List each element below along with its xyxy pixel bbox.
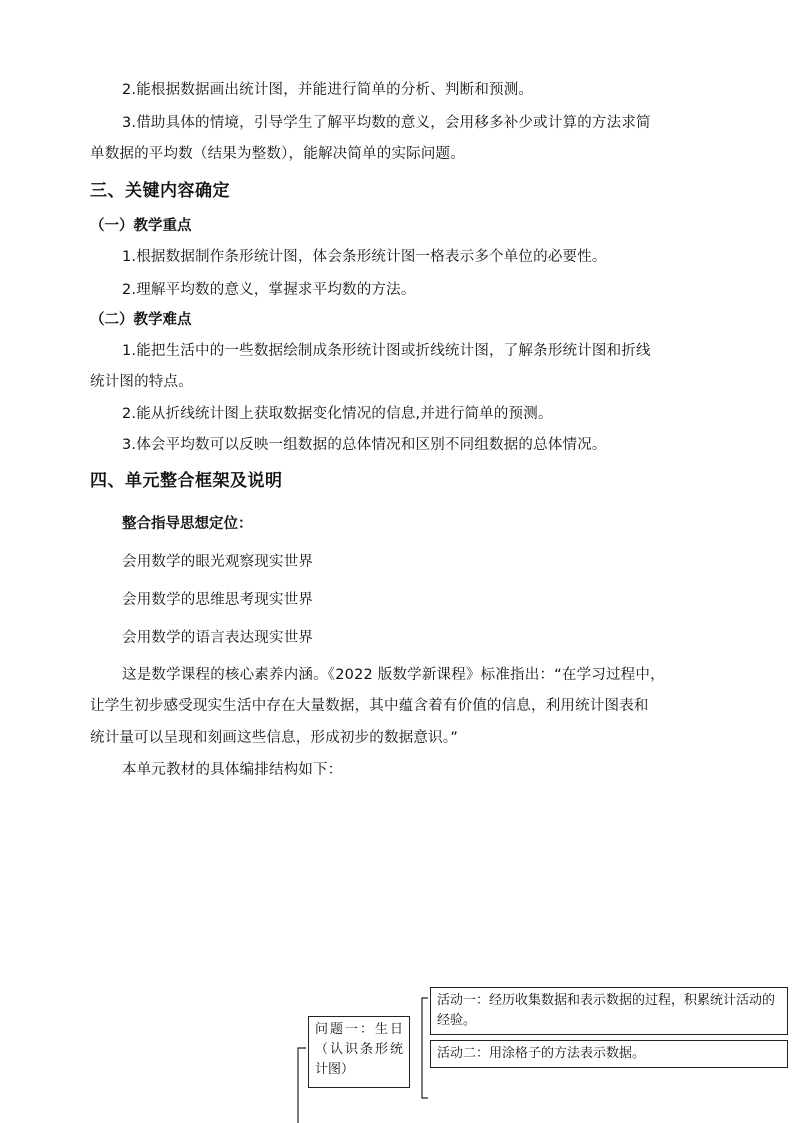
standard-para-line2: 让学生初步感受现实生活中存在大量数据，其中蕴含着有价值的信息，利用统计图表和 — [90, 698, 649, 714]
difficulties-heading: （二）教学难点 — [90, 312, 192, 328]
structure-intro: 本单元教材的具体编排结构如下： — [122, 762, 343, 778]
goal-item-2: 2.能根据数据画出统计图，并能进行简单的分析、判断和预测。 — [122, 82, 534, 98]
guide-line-1: 会用数学的眼光观察现实世界 — [122, 554, 314, 570]
activity-1-text: 活动一：经历收集数据和表示数据的过程，积累统计活动的经验。 — [437, 993, 776, 1028]
difficulty-1-line2: 统计图的特点。 — [90, 374, 193, 390]
goal-item-3-line1: 3.借助具体的情境，引导学生了解平均数的意义，会用移多补少或计算的方法求简 — [122, 115, 651, 131]
key-points-heading: （一）教学重点 — [90, 218, 192, 234]
problem-1-box — [308, 1016, 410, 1088]
standard-para-line1: 这是数学课程的核心素养内涵。《2022 版数学新课程》标准指出：“在学习过程中， — [122, 667, 665, 683]
guide-heading: 整合指导思想定位： — [122, 516, 253, 532]
standard-para-line3: 统计量可以呈现和刻画这些信息，形成初步的数据意识。” — [90, 730, 458, 746]
activity-2-text: 活动二：用涂格子的方法表示数据。 — [437, 1046, 646, 1061]
guide-line-3: 会用数学的语言表达现实世界 — [122, 630, 314, 646]
section-4-heading: 四、单元整合框架及说明 — [90, 471, 283, 491]
guide-line-2: 会用数学的思维思考现实世界 — [122, 592, 314, 608]
activity-1-box — [430, 987, 788, 1035]
difficulty-3: 3.体会平均数可以反映一组数据的总体情况和区别不同组数据的总体情况。 — [122, 437, 607, 453]
difficulty-2: 2.能从折线统计图上获取数据变化情况的信息,并进行简单的预测。 — [122, 406, 553, 422]
section-3-heading: 三、关键内容确定 — [90, 181, 230, 201]
difficulty-1-line1: 1.能把生活中的一些数据绘制成条形统计图或折线统计图，了解条形统计图和折线 — [122, 343, 651, 359]
problem-1-text: 问题一：生日（认识条形统计图） — [315, 1022, 403, 1077]
key-point-2: 2.理解平均数的意义，掌握求平均数的方法。 — [122, 282, 416, 298]
key-point-1: 1.根据数据制作条形统计图，体会条形统计图一格表示多个单位的必要性。 — [122, 249, 607, 265]
goal-item-3-line2: 单数据的平均数（结果为整数），能解决简单的实际问题。 — [90, 146, 465, 162]
activity-2-box — [430, 1040, 788, 1068]
